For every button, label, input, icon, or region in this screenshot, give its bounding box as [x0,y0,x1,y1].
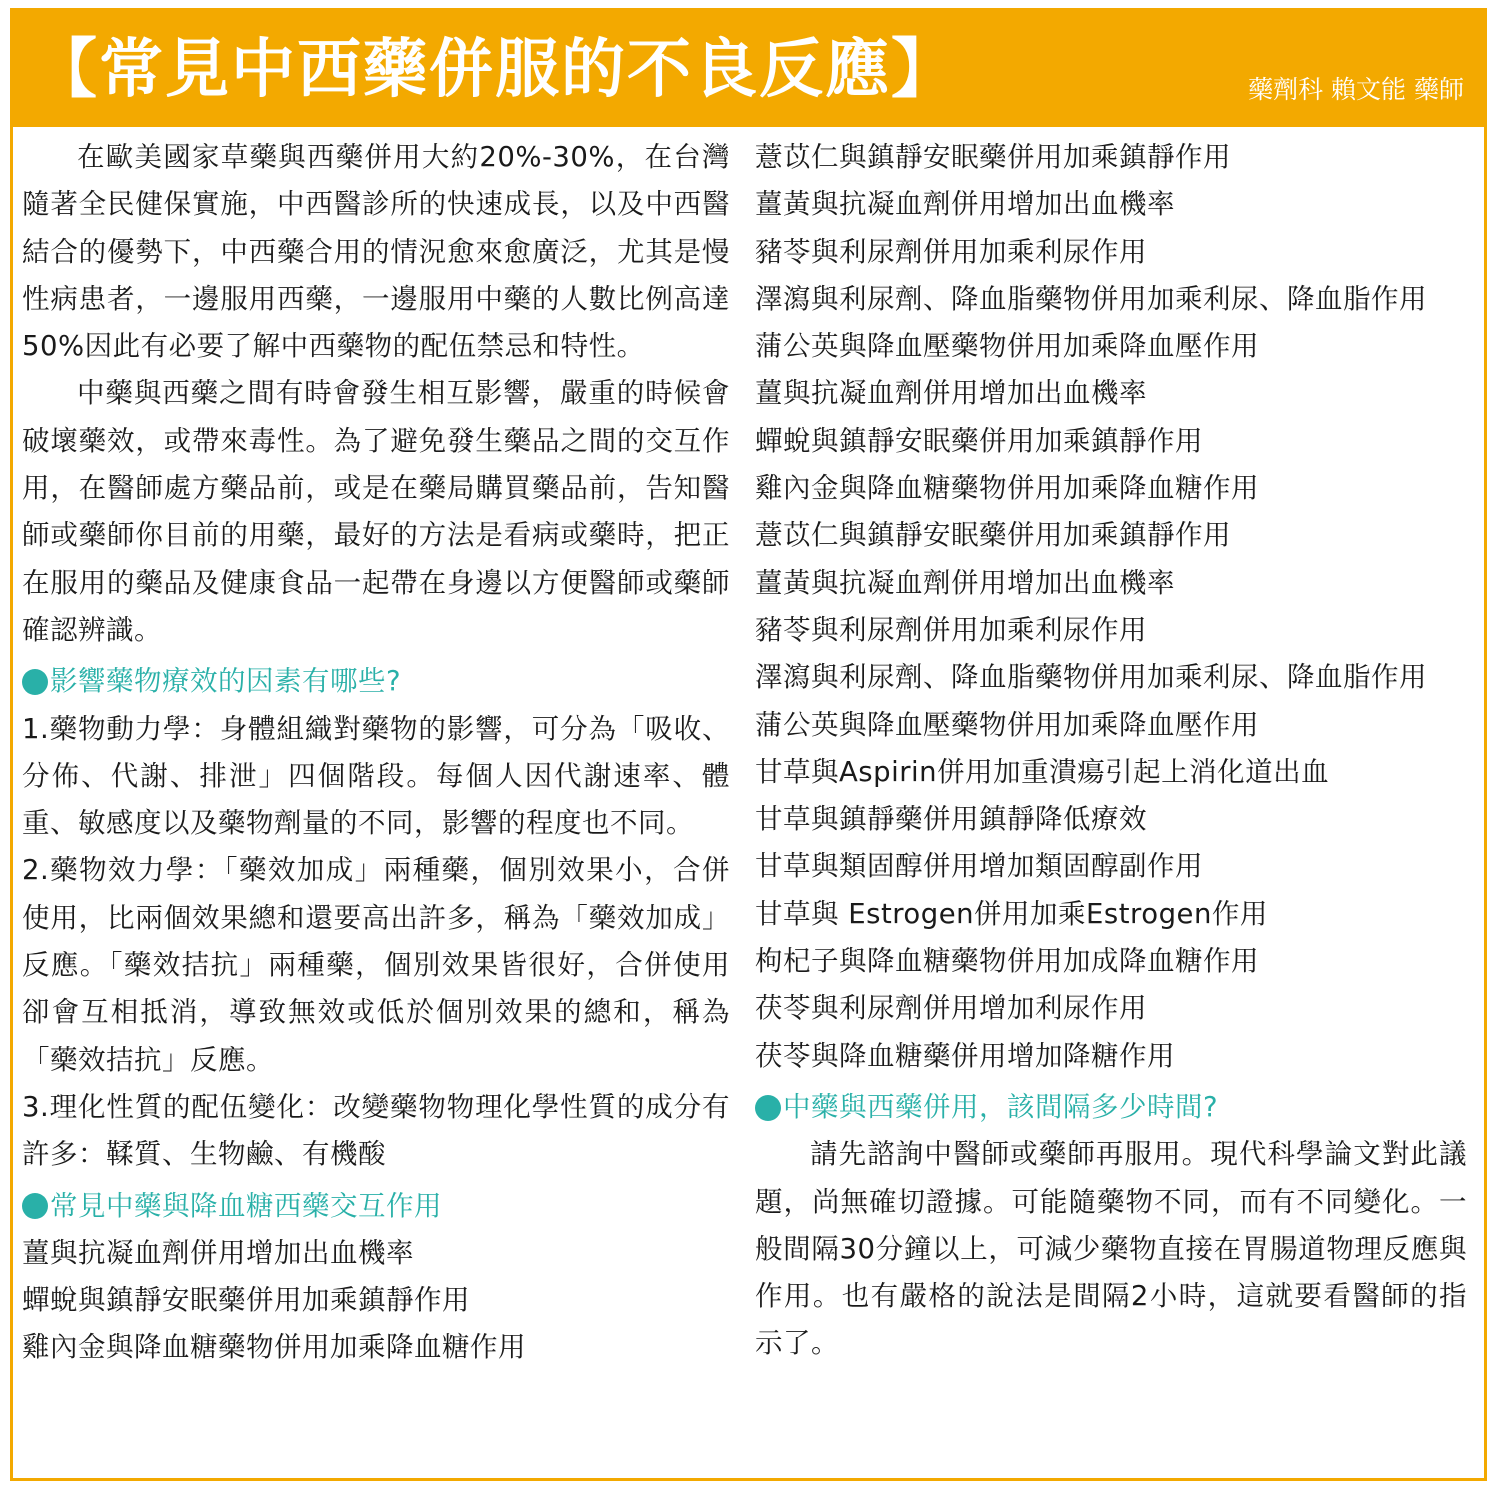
list-item: 甘草與類固醇併用增加類固醇副作用 [755,850,1203,883]
author-byline: 藥劑科 賴文能 藥師 [1248,75,1464,104]
section-heading-glucose-label: 常見中藥與降血糖西藥交互作用 [50,1189,442,1222]
intro-paragraph-2: 中藥與西藥之間有時會發生相互影響，嚴重的時候會破壞藥效，或帶來毒性。為了避免發生藥品之間的交互作用，在醫師處方藥品前，或是在藥局購買藥品前，告知醫師或藥師你目前的用藥，最好的方法是看病或藥時，把正在服用的藥品及健康食品一起帶在身邊以方便醫師或藥師確認辨識。 [22,377,730,646]
list-item: 雞內金與降血糖藥物併用加乘降血糖作用 [22,1331,526,1364]
list-item: 蒲公英與降血壓藥物併用加乘降血壓作用 [755,708,1259,741]
list-item: 豬苓與利尿劑併用加乘利尿作用 [755,235,1147,268]
section-heading-interval [755,1084,1467,1131]
list-item: 甘草與鎮靜藥併用鎮靜降低療效 [755,803,1147,836]
list-item: 薑與抗凝血劑併用增加出血機率 [755,377,1147,410]
bullet-dot-icon [755,1095,781,1121]
list-item: 豬苓與利尿劑併用加乘利尿作用 [755,613,1147,646]
section-heading-factors-label: 影響藥物療效的因素有哪些? [50,665,402,698]
list-item: 薑黃與抗凝血劑併用增加出血機率 [755,188,1175,221]
list-item: 茯苓與降血糖藥併用增加降糖作用 [755,1039,1175,1072]
list-item: 薑黃與抗凝血劑併用增加出血機率 [755,566,1175,599]
header-banner [13,11,1484,127]
interval-paragraph: 請先諮詢中醫師或藥師再服用。現代科學論文對此議題，尚無確切證據。可能隨藥物不同，而有不同變化。一般間隔30分鐘以上，可減少藥物直接在胃腸道物理反應與作用。也有嚴格的說法是間隔2小時，這就要看醫師的指示了。 [755,1138,1467,1360]
list-item: 枸杞子與降血糖藥物併用加成降血糖作用 [755,945,1259,978]
list-item: 甘草與 Estrogen併用加乘Estrogen作用 [755,897,1268,930]
factor-item-2: 2.藥物效力學：「藥效加成」兩種藥，個別效果小，合併使用，比兩個效果總和還要高出許多，稱為「藥效加成」反應。「藥效拮抗」兩種藥，個別效果皆很好，合併使用卻會互相抵消，導致無效或低於個別效果的總和，稱為「藥效拮抗」反應。 [22,854,730,1076]
list-item: 茯苓與利尿劑併用增加利尿作用 [755,992,1147,1025]
interaction-list [755,134,1467,1080]
left-column [22,134,730,1372]
list-item: 薏苡仁與鎮靜安眠藥併用加乘鎮靜作用 [755,141,1231,173]
list-item: 雞內金與降血糖藥物併用加乘降血糖作用 [755,472,1259,505]
section-heading-glucose [22,1183,730,1230]
right-column [755,134,1467,1368]
bullet-dot-icon [22,1193,48,1219]
glucose-interaction-list [22,1230,730,1372]
list-item: 蟬蛻與鎮靜安眠藥併用加乘鎮靜作用 [22,1284,470,1317]
section-heading-factors [22,658,730,705]
list-item: 澤瀉與利尿劑、降血脂藥物併用加乘利尿、降血脂作用 [755,282,1427,315]
intro-paragraph-1: 在歐美國家草藥與西藥併用大約20%-30%，在台灣隨著全民健保實施，中西醫診所的快速成長，以及中西醫結合的優勢下，中西藥合用的情況愈來愈廣泛，尤其是慢性病患者，一邊服用西藥，一邊服用中藥的人數比例高達50%因此有必要了解中西藥物的配伍禁忌和特性。 [22,141,730,363]
bullet-dot-icon [22,669,48,695]
list-item: 甘草與Aspirin併用加重潰瘍引起上消化道出血 [755,755,1330,788]
list-item: 蟬蛻與鎮靜安眠藥併用加乘鎮靜作用 [755,424,1203,457]
article-title: 【常見中西藥併服的不良反應】 [33,32,957,107]
list-item: 薏苡仁與鎮靜安眠藥併用加乘鎮靜作用 [755,519,1231,552]
section-heading-interval-label: 中藥與西藥併用，該間隔多少時間? [783,1090,1219,1123]
factor-item-3: 3.理化性質的配伍變化：改變藥物物理化學性質的成分有許多：鞣質、生物鹼、有機酸 [22,1090,730,1171]
factor-item-1: 1.藥物動力學：身體組織對藥物的影響，可分為「吸收、分佈、代謝、排泄」四個階段。每個人因代謝速率、體重、敏感度以及藥物劑量的不同，影響的程度也不同。 [22,712,730,840]
list-item: 薑與抗凝血劑併用增加出血機率 [22,1236,414,1269]
list-item: 澤瀉與利尿劑、降血脂藥物併用加乘利尿、降血脂作用 [755,661,1427,694]
list-item: 蒲公英與降血壓藥物併用加乘降血壓作用 [755,330,1259,363]
